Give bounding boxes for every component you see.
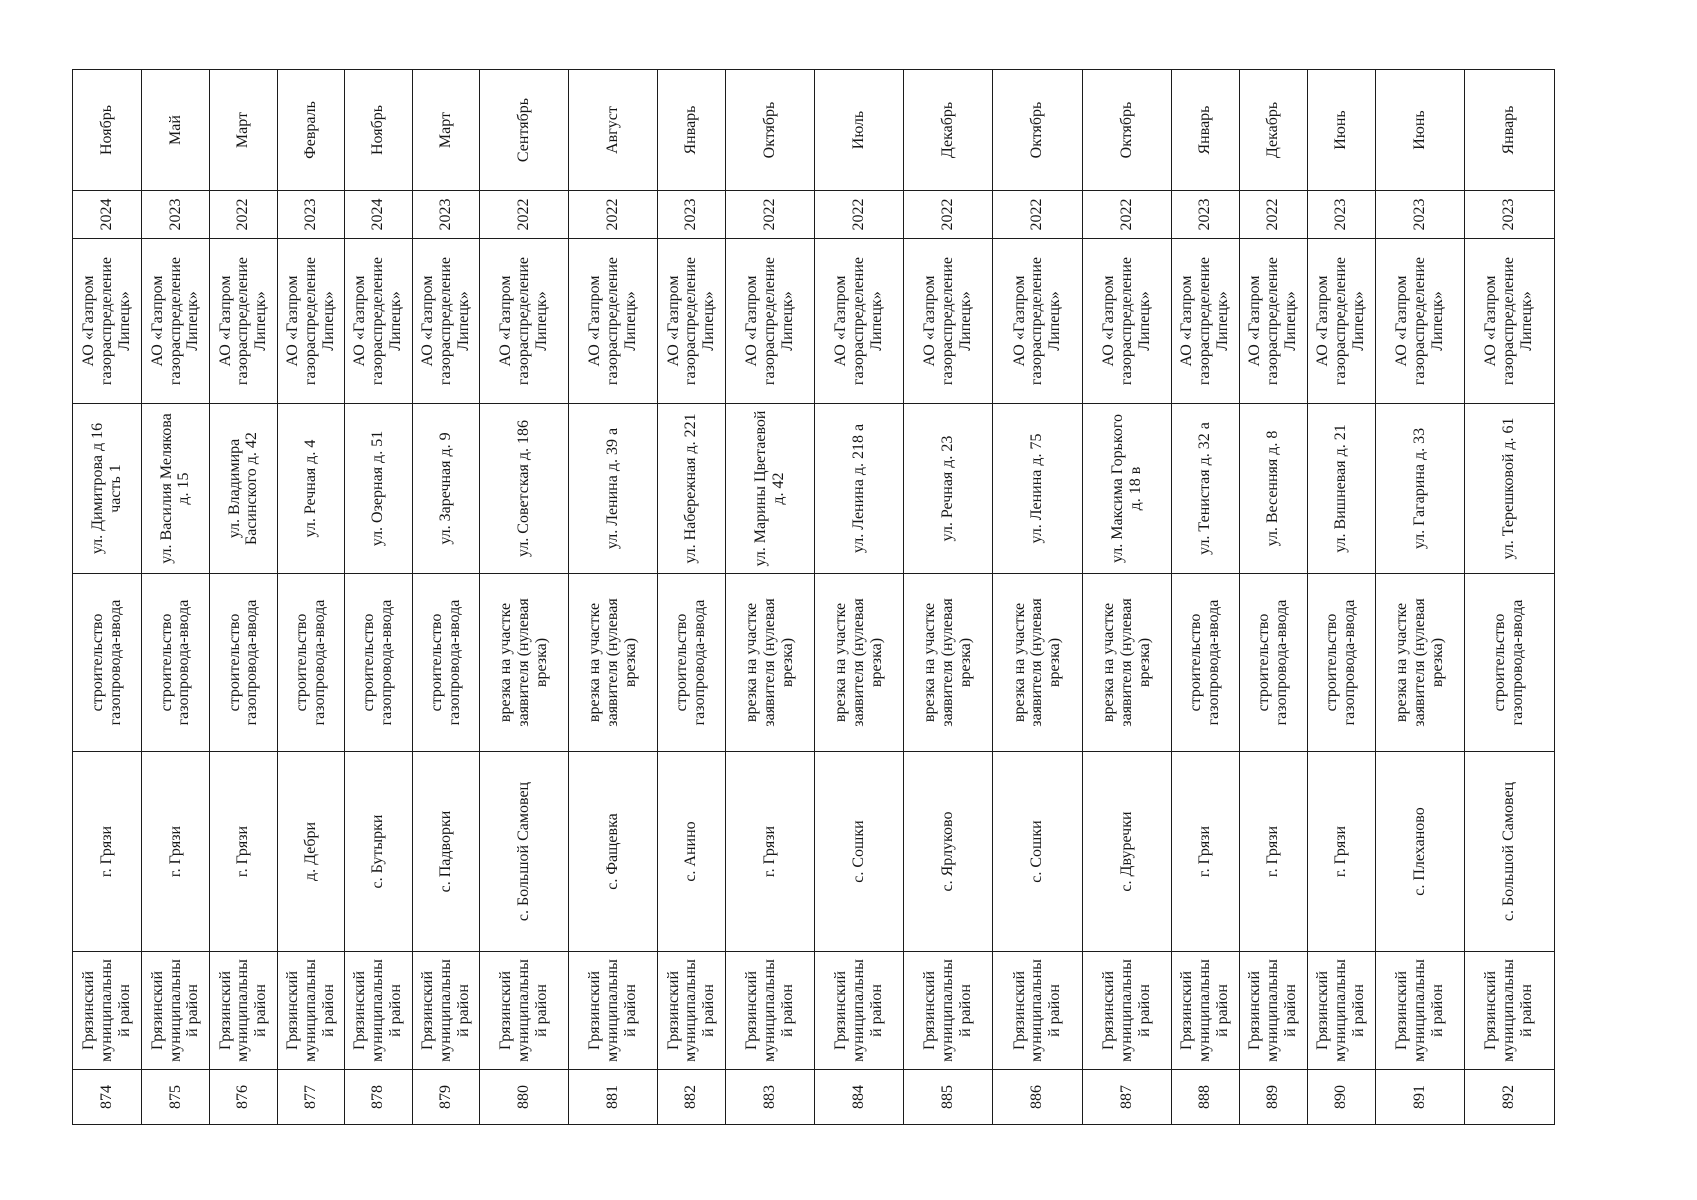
locality-cell: с. Большой Самовец — [1464, 752, 1554, 952]
district-cell: Грязинский муниципальный район — [1082, 952, 1171, 1070]
organization-cell: АО «Газпром газораспределение Липецк» — [479, 239, 568, 404]
row-number-cell: 886 — [993, 1070, 1082, 1125]
work-type-cell: строительство газопровода-ввода — [344, 574, 412, 752]
month-cell: Январь — [1171, 70, 1239, 191]
year-cell: 2024 — [344, 191, 412, 239]
organization-cell: АО «Газпром газораспределение Липецк» — [993, 239, 1082, 404]
locality-cell: с. Бутырки — [344, 752, 412, 952]
month-cell: Март — [209, 70, 277, 191]
district-cell: Грязинский муниципальный район — [568, 952, 657, 1070]
year-cell: 2022 — [479, 191, 568, 239]
address-cell: ул. Заречная д. 9 — [412, 404, 479, 574]
month-cell: Май — [142, 70, 210, 191]
district-cell: Грязинский муниципальный район — [277, 952, 344, 1070]
work-type-cell: врезка на участке заявителя (нулевая врезка) — [1082, 574, 1171, 752]
row-number-cell: 890 — [1307, 1070, 1375, 1125]
address-cell: ул. Озерная д. 51 — [344, 404, 412, 574]
locality-cell: с. Падворки — [412, 752, 479, 952]
year-cell: 2023 — [277, 191, 344, 239]
district-cell: Грязинский муниципальный район — [1171, 952, 1239, 1070]
table-row — [412, 70, 479, 1125]
address-cell: ул. Речная д. 4 — [277, 404, 344, 574]
address-cell: ул. Советская д. 186 — [479, 404, 568, 574]
district-cell: Грязинский муниципальный район — [142, 952, 210, 1070]
locality-cell: г. Грязи — [725, 752, 814, 952]
organization-cell: АО «Газпром газораспределение Липецк» — [1239, 239, 1307, 404]
address-cell: ул. Василия Мелякова д. 15 — [142, 404, 210, 574]
locality-cell: с. Сошки — [993, 752, 1082, 952]
district-cell: Грязинский муниципальный район — [1375, 952, 1464, 1070]
year-cell: 2022 — [815, 191, 904, 239]
row-number-cell: 888 — [1171, 1070, 1239, 1125]
work-type-cell: врезка на участке заявителя (нулевая врезка) — [479, 574, 568, 752]
address-cell: ул. Тенистая д. 32 а — [1171, 404, 1239, 574]
table-row — [568, 70, 657, 1125]
year-cell: 2023 — [1171, 191, 1239, 239]
district-cell: Грязинский муниципальный район — [815, 952, 904, 1070]
district-cell: Грязинский муниципальный район — [1307, 952, 1375, 1070]
month-cell: Ноябрь — [73, 70, 142, 191]
organization-cell: АО «Газпром газораспределение Липецк» — [904, 239, 993, 404]
year-cell: 2023 — [1464, 191, 1554, 239]
district-cell: Грязинский муниципальный район — [73, 952, 142, 1070]
year-cell: 2022 — [725, 191, 814, 239]
month-cell: Октябрь — [1082, 70, 1171, 191]
month-cell: Декабрь — [904, 70, 993, 191]
row-number-cell: 876 — [209, 1070, 277, 1125]
organization-cell: АО «Газпром газораспределение Липецк» — [142, 239, 210, 404]
gas-connection-register-table — [72, 69, 1555, 1125]
address-cell: ул. Максима Горького д. 18 в — [1082, 404, 1171, 574]
district-cell: Грязинский муниципальный район — [993, 952, 1082, 1070]
address-cell: ул. Набережная д. 221 — [657, 404, 725, 574]
year-cell: 2024 — [73, 191, 142, 239]
address-cell: ул. Гагарина д. 33 — [1375, 404, 1464, 574]
row-number-cell: 880 — [479, 1070, 568, 1125]
locality-cell: с. Сошки — [815, 752, 904, 952]
organization-cell: АО «Газпром газораспределение Липецк» — [1307, 239, 1375, 404]
month-cell: Декабрь — [1239, 70, 1307, 191]
year-cell: 2022 — [1239, 191, 1307, 239]
work-type-cell: строительство газопровода-ввода — [142, 574, 210, 752]
row-number-cell: 883 — [725, 1070, 814, 1125]
table-row — [1464, 70, 1554, 1125]
work-type-cell: врезка на участке заявителя (нулевая врезка) — [725, 574, 814, 752]
locality-cell: г. Грязи — [1171, 752, 1239, 952]
table-row — [344, 70, 412, 1125]
work-type-cell: врезка на участке заявителя (нулевая врезка) — [993, 574, 1082, 752]
work-type-cell: врезка на участке заявителя (нулевая врезка) — [904, 574, 993, 752]
year-cell: 2022 — [568, 191, 657, 239]
year-cell: 2023 — [1375, 191, 1464, 239]
organization-cell: АО «Газпром газораспределение Липецк» — [725, 239, 814, 404]
table-row — [277, 70, 344, 1125]
month-cell: Август — [568, 70, 657, 191]
address-cell: ул. Димитрова д 16 часть 1 — [73, 404, 142, 574]
table-row — [479, 70, 568, 1125]
organization-cell: АО «Газпром газораспределение Липецк» — [1171, 239, 1239, 404]
row-number-cell: 874 — [73, 1070, 142, 1125]
table-row — [725, 70, 814, 1125]
locality-cell: с. Плеханово — [1375, 752, 1464, 952]
row-number-cell: 881 — [568, 1070, 657, 1125]
year-cell: 2022 — [904, 191, 993, 239]
address-cell: ул. Ленина д. 75 — [993, 404, 1082, 574]
locality-cell: с. Двуречки — [1082, 752, 1171, 952]
locality-cell: с. Анино — [657, 752, 725, 952]
district-cell: Грязинский муниципальный район — [479, 952, 568, 1070]
locality-cell: с. Фащевка — [568, 752, 657, 952]
work-type-cell: строительство газопровода-ввода — [73, 574, 142, 752]
month-cell: Октябрь — [993, 70, 1082, 191]
address-cell: ул. Ленина д. 218 а — [815, 404, 904, 574]
table-row — [1307, 70, 1375, 1125]
locality-cell: г. Грязи — [1307, 752, 1375, 952]
table-row — [1375, 70, 1464, 1125]
row-number-cell: 891 — [1375, 1070, 1464, 1125]
row-number-cell: 885 — [904, 1070, 993, 1125]
locality-cell: г. Грязи — [1239, 752, 1307, 952]
year-cell: 2023 — [142, 191, 210, 239]
district-cell: Грязинский муниципальный район — [904, 952, 993, 1070]
work-type-cell: строительство газопровода-ввода — [277, 574, 344, 752]
month-cell: Июнь — [1375, 70, 1464, 191]
work-type-cell: врезка на участке заявителя (нулевая врезка) — [1375, 574, 1464, 752]
work-type-cell: врезка на участке заявителя (нулевая врезка) — [568, 574, 657, 752]
row-number-cell: 882 — [657, 1070, 725, 1125]
organization-cell: АО «Газпром газораспределение Липецк» — [344, 239, 412, 404]
address-cell: ул. Речная д. 23 — [904, 404, 993, 574]
row-number-cell: 887 — [1082, 1070, 1171, 1125]
month-cell: Октябрь — [725, 70, 814, 191]
month-cell: Январь — [1464, 70, 1554, 191]
month-cell: Июль — [815, 70, 904, 191]
district-cell: Грязинский муниципальный район — [209, 952, 277, 1070]
organization-cell: АО «Газпром газораспределение Липецк» — [1082, 239, 1171, 404]
year-cell: 2023 — [657, 191, 725, 239]
organization-cell: АО «Газпром газораспределение Липецк» — [209, 239, 277, 404]
table-row — [142, 70, 210, 1125]
table-row — [657, 70, 725, 1125]
table-row — [1171, 70, 1239, 1125]
address-cell: ул. Марины Цветаевой д. 42 — [725, 404, 814, 574]
year-cell: 2022 — [1082, 191, 1171, 239]
organization-cell: АО «Газпром газораспределение Липецк» — [277, 239, 344, 404]
row-number-cell: 875 — [142, 1070, 210, 1125]
work-type-cell: врезка на участке заявителя (нулевая врезка) — [815, 574, 904, 752]
month-cell: Март — [412, 70, 479, 191]
organization-cell: АО «Газпром газораспределение Липецк» — [73, 239, 142, 404]
table-row — [904, 70, 993, 1125]
district-cell: Грязинский муниципальный район — [725, 952, 814, 1070]
year-cell: 2022 — [209, 191, 277, 239]
work-type-cell: строительство газопровода-ввода — [657, 574, 725, 752]
address-cell: ул. Ленина д. 39 а — [568, 404, 657, 574]
work-type-cell: строительство газопровода-ввода — [1171, 574, 1239, 752]
table-row — [1082, 70, 1171, 1125]
row-number-cell: 878 — [344, 1070, 412, 1125]
year-cell: 2023 — [1307, 191, 1375, 239]
work-type-cell: строительство газопровода-ввода — [1464, 574, 1554, 752]
organization-cell: АО «Газпром газораспределение Липецк» — [412, 239, 479, 404]
table-row — [993, 70, 1082, 1125]
locality-cell: с. Большой Самовец — [479, 752, 568, 952]
organization-cell: АО «Газпром газораспределение Липецк» — [568, 239, 657, 404]
table-row — [209, 70, 277, 1125]
row-number-cell: 877 — [277, 1070, 344, 1125]
address-cell: ул. Вишневая д. 21 — [1307, 404, 1375, 574]
organization-cell: АО «Газпром газораспределение Липецк» — [815, 239, 904, 404]
work-type-cell: строительство газопровода-ввода — [209, 574, 277, 752]
row-number-cell: 879 — [412, 1070, 479, 1125]
locality-cell: г. Грязи — [142, 752, 210, 952]
district-cell: Грязинский муниципальный район — [657, 952, 725, 1070]
month-cell: Сентябрь — [479, 70, 568, 191]
row-number-cell: 889 — [1239, 1070, 1307, 1125]
year-cell: 2023 — [412, 191, 479, 239]
table-row — [815, 70, 904, 1125]
year-cell: 2022 — [993, 191, 1082, 239]
table-row — [1239, 70, 1307, 1125]
month-cell: Ноябрь — [344, 70, 412, 191]
organization-cell: АО «Газпром газораспределение Липецк» — [1464, 239, 1554, 404]
month-cell: Январь — [657, 70, 725, 191]
month-cell: Февраль — [277, 70, 344, 191]
district-cell: Грязинский муниципальный район — [412, 952, 479, 1070]
work-type-cell: строительство газопровода-ввода — [1307, 574, 1375, 752]
address-cell: ул. Владимира Басинского д. 42 — [209, 404, 277, 574]
locality-cell: с. Ярлуково — [904, 752, 993, 952]
row-number-cell: 892 — [1464, 1070, 1554, 1125]
table-body — [73, 70, 1555, 1125]
locality-cell: г. Грязи — [209, 752, 277, 952]
work-type-cell: строительство газопровода-ввода — [412, 574, 479, 752]
district-cell: Грязинский муниципальный район — [1464, 952, 1554, 1070]
address-cell: ул. Весенняя д. 8 — [1239, 404, 1307, 574]
rotated-page — [72, 70, 1555, 1125]
locality-cell: г. Грязи — [73, 752, 142, 952]
address-cell: ул. Терешковой д. 61 — [1464, 404, 1554, 574]
row-number-cell: 884 — [815, 1070, 904, 1125]
table-row — [73, 70, 142, 1125]
district-cell: Грязинский муниципальный район — [344, 952, 412, 1070]
district-cell: Грязинский муниципальный район — [1239, 952, 1307, 1070]
organization-cell: АО «Газпром газораспределение Липецк» — [657, 239, 725, 404]
locality-cell: д. Дебри — [277, 752, 344, 952]
month-cell: Июнь — [1307, 70, 1375, 191]
organization-cell: АО «Газпром газораспределение Липецк» — [1375, 239, 1464, 404]
work-type-cell: строительство газопровода-ввода — [1239, 574, 1307, 752]
